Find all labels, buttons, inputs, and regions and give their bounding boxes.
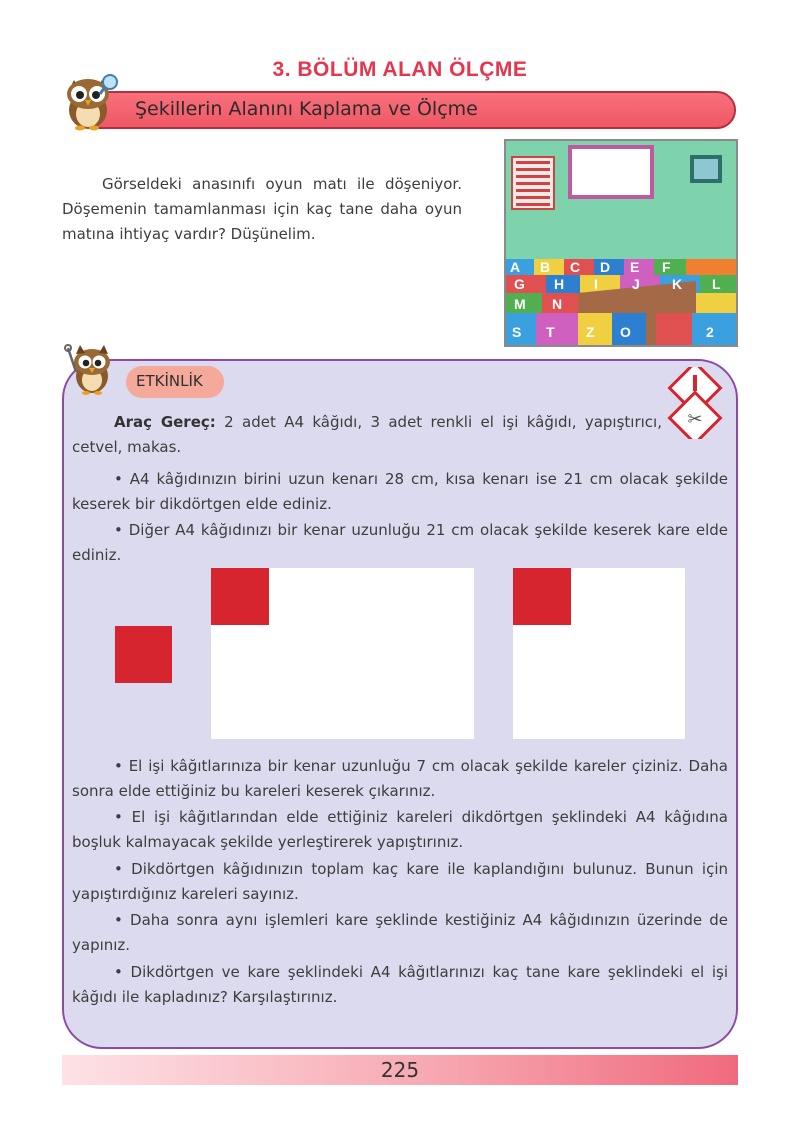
step-draw-squares: • El işi kâğıtlarınıza bir kenar uzunluğu 7 cm olacak şekilde kareler çiziniz. Daha sonra elde ettiğiniz bu kareleri keserek çıkarınız. xyxy=(72,757,728,800)
svg-text:M: M xyxy=(514,296,526,312)
svg-text:G: G xyxy=(514,276,525,292)
materials-paragraph: Araç Gereç: 2 adet A4 kâğıdı, 3 adet renkli el işi kâğıdı, yapıştırıcı, cetvel, makas. xyxy=(72,413,662,456)
step-rectangle: • A4 kâğıdınızın birini uzun kenarı 28 cm, kısa kenarı ise 21 cm olacak şekilde keserek bir dikdörtgen elde ediniz. xyxy=(72,470,728,513)
chapter-title: 3. BÖLÜM ALAN ÖLÇME xyxy=(272,58,528,81)
step-square: • Diğer A4 kâğıdınızı bir kenar uzunluğu 21 cm olacak şekilde keserek kare elde ediniz. xyxy=(72,521,728,564)
svg-text:O: O xyxy=(620,324,631,340)
step-repeat-square: • Daha sonra aynı işlemleri kare şeklinde kestiğiniz A4 kâğıdınızın üzerinde de yapınız. xyxy=(72,911,728,954)
section-title: Şekillerin Alanını Kaplama ve Ölçme xyxy=(135,98,478,120)
svg-text:F: F xyxy=(662,259,671,275)
svg-text:T: T xyxy=(546,324,555,340)
svg-text:N: N xyxy=(552,296,563,312)
playroom-photo xyxy=(504,139,738,347)
svg-text:C: C xyxy=(570,259,581,275)
step-compare: • Dikdörtgen ve kare şeklindeki A4 kâğıtlarınızı kaç tane kare şeklindeki el işi kâğıdı ile kapladınız? Karşılaştırınız. xyxy=(72,963,728,1006)
intro-paragraph: Görseldeki anasınıfı oyun matı ile döşeniyor. Döşemenin tamamlanması için kaç tane daha oyun matına ihtiyaç vardır? Düşünelim. xyxy=(62,175,462,243)
svg-text:H: H xyxy=(554,276,565,292)
svg-text:I: I xyxy=(594,276,598,292)
step-glue-squares: • El işi kâğıtlarından elde ettiğiniz kareleri dikdörtgen şeklindeki A4 kâğıdına boşluk kalmayacak şekilde yerleştirerek yapıştırınız. xyxy=(72,808,728,851)
svg-text:K: K xyxy=(672,276,683,292)
red-square-loose xyxy=(115,626,172,683)
activity-label: ETKİNLİK xyxy=(136,372,203,390)
red-square-on-rectangle xyxy=(211,568,269,625)
scissors-hazard-icon xyxy=(664,367,726,439)
owl-with-scissors-icon xyxy=(62,342,120,396)
svg-text:Z: Z xyxy=(586,324,595,340)
svg-text:2: 2 xyxy=(706,324,714,340)
red-square-on-square xyxy=(513,568,571,625)
owl-mascot-icon xyxy=(60,70,120,132)
page-number: 225 xyxy=(380,1058,420,1082)
svg-text:✂: ✂ xyxy=(687,409,703,430)
svg-text:S: S xyxy=(512,324,522,340)
svg-text:L: L xyxy=(712,276,721,292)
svg-text:B: B xyxy=(540,259,551,275)
svg-text:D: D xyxy=(600,259,611,275)
svg-text:A: A xyxy=(510,259,521,275)
step-count-squares: • Dikdörtgen kâğıdınızın toplam kaç kare ile kaplandığını bulunuz. Bunun için yapıştırdığınız kareleri sayınız. xyxy=(72,860,728,903)
svg-text:E: E xyxy=(630,259,640,275)
svg-text:J: J xyxy=(632,276,640,292)
